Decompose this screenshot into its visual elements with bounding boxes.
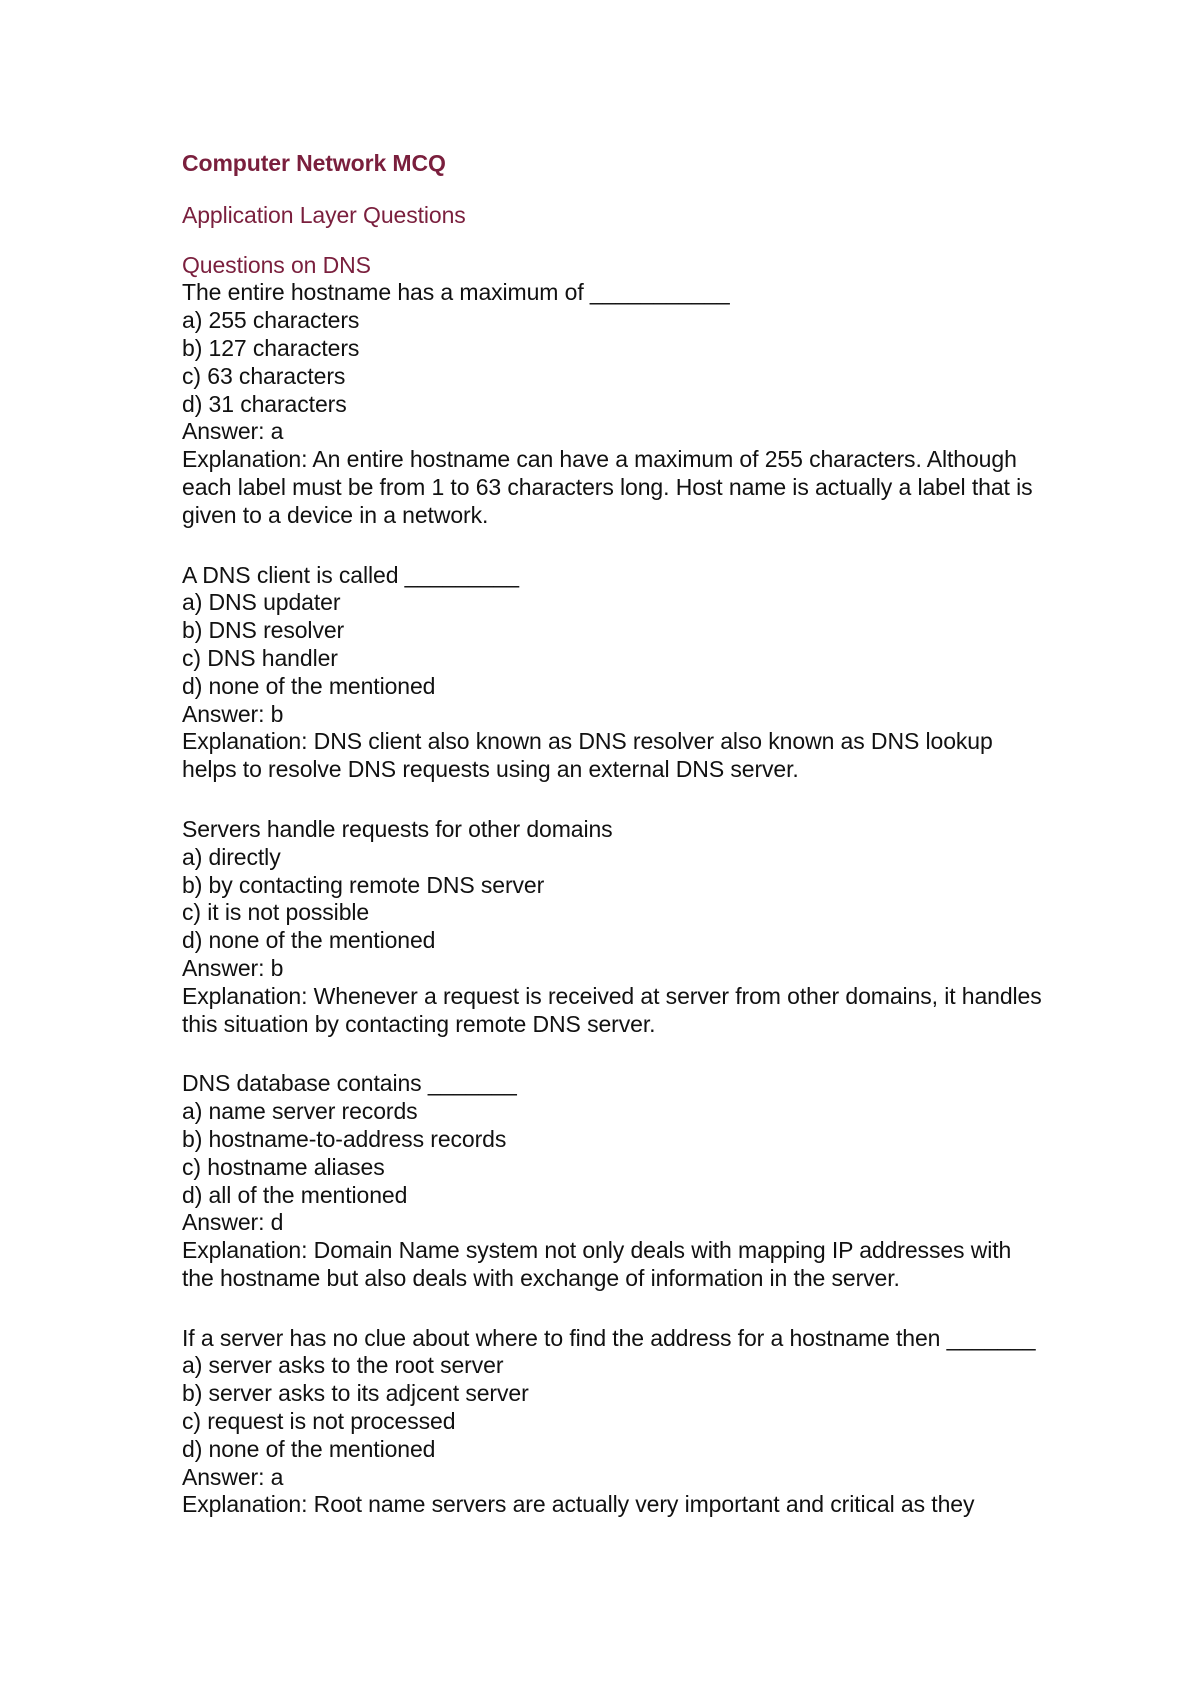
option-c: c) it is not possible: [182, 899, 370, 926]
question-block: [182, 1325, 1042, 1520]
answer-text: Answer: a: [182, 418, 284, 445]
option-c: c) 63 characters: [182, 362, 346, 389]
explanation-text: Explanation: DNS client also known as DNS resolver also known as DNS lookup helps to resolve DNS requests using an external DNS server.: [182, 728, 993, 783]
explanation-text: Explanation: Whenever a request is received at server from other domains, it handles this situation by contacting remote DNS server.: [182, 982, 1042, 1037]
question-text: DNS database contains _______: [182, 1070, 517, 1097]
document-content: [182, 150, 1042, 1519]
option-c: c) DNS handler: [182, 644, 338, 671]
explanation-text: Explanation: An entire hostname can have a maximum of 255 characters. Although each label must be from 1 to 63 characters long. Host name is actually a label that is given to a device in a network.: [182, 446, 1033, 528]
option-a: a) 255 characters: [182, 307, 360, 334]
option-d: d) none of the mentioned: [182, 672, 436, 699]
question-text: Servers handle requests for other domains: [182, 815, 613, 842]
section-heading: Application Layer Questions: [182, 201, 466, 228]
question-text: A DNS client is called _________: [182, 561, 519, 588]
option-a: a) directly: [182, 843, 281, 870]
answer-text: Answer: d: [182, 1209, 284, 1236]
explanation-text: Explanation: Domain Name system not only deals with mapping IP addresses with the hostname but also deals with exchange of information in the server.: [182, 1237, 1012, 1291]
option-a: a) name server records: [182, 1098, 418, 1125]
option-d: d) none of the mentioned: [182, 1435, 436, 1462]
question-block: [182, 562, 1042, 784]
question-block: [182, 1070, 1042, 1292]
option-d: d) all of the mentioned: [182, 1181, 408, 1208]
explanation-text: Explanation: Root name servers are actually very important and critical as they: [182, 1491, 975, 1518]
option-c: c) request is not processed: [182, 1408, 456, 1435]
answer-text: Answer: b: [182, 700, 284, 727]
option-b: b) server asks to its adjcent server: [182, 1380, 529, 1407]
option-b: b) hostname-to-address records: [182, 1125, 507, 1152]
option-a: a) server asks to the root server: [182, 1352, 504, 1379]
answer-text: Answer: a: [182, 1463, 284, 1490]
question-block: [182, 816, 1042, 1038]
question-text: The entire hostname has a maximum of ___________: [182, 279, 730, 306]
option-b: b) DNS resolver: [182, 617, 345, 644]
answer-text: Answer: b: [182, 954, 284, 981]
question-text: If a server has no clue about where to find the address for a hostname then _______: [182, 1324, 1036, 1351]
option-d: d) 31 characters: [182, 390, 347, 417]
option-c: c) hostname aliases: [182, 1153, 385, 1180]
option-a: a) DNS updater: [182, 589, 341, 616]
option-b: b) 127 characters: [182, 334, 360, 361]
question-block: [182, 279, 1042, 529]
document-title: Computer Network MCQ: [182, 150, 446, 176]
option-b: b) by contacting remote DNS server: [182, 871, 545, 898]
subsection-heading: Questions on DNS: [182, 251, 371, 278]
option-d: d) none of the mentioned: [182, 927, 436, 954]
